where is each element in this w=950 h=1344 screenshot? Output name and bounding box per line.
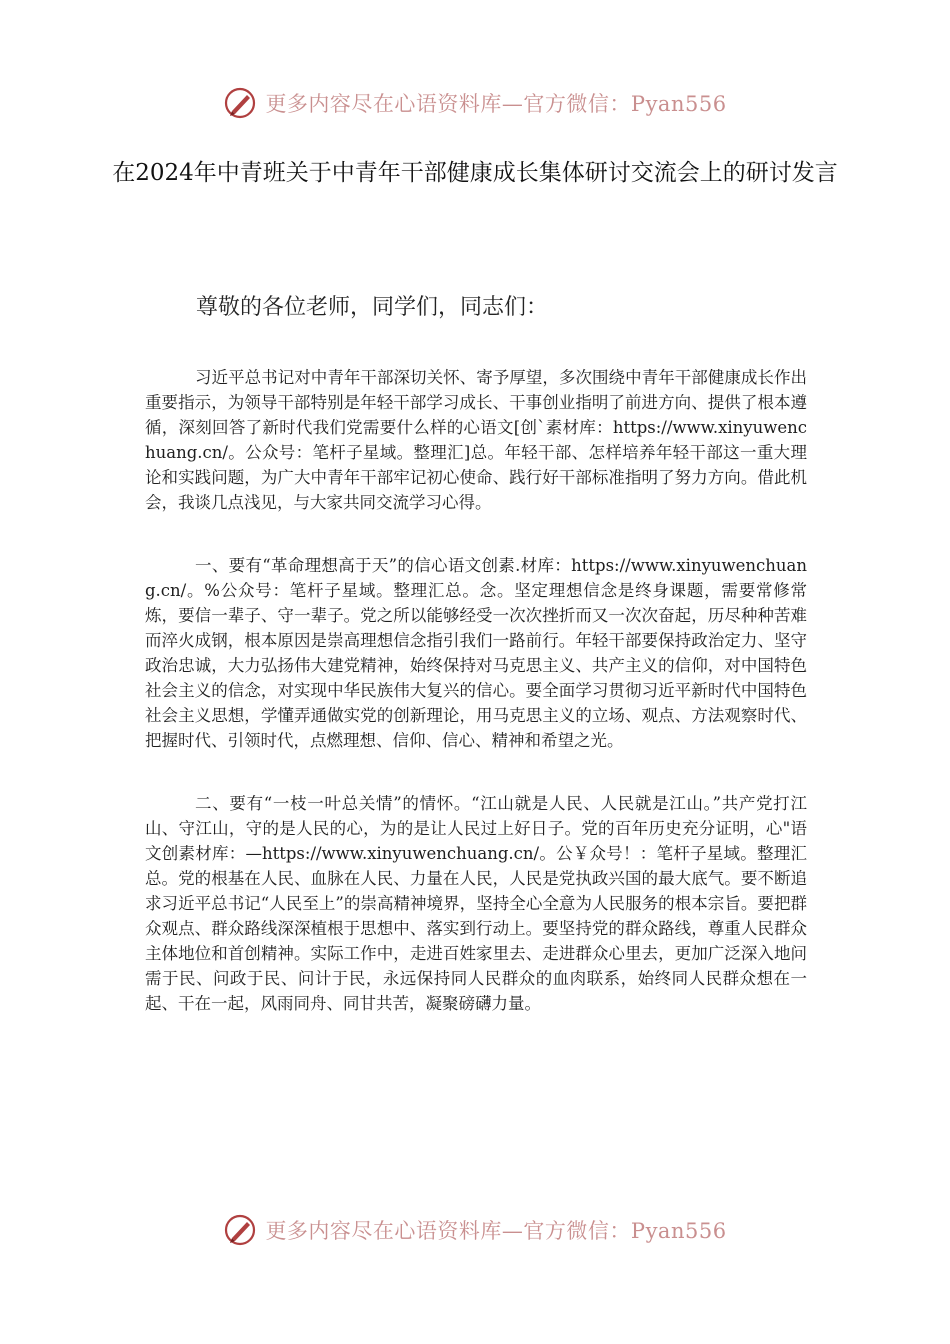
- greeting: 尊敬的各位老师，同学们，同志们：: [196, 295, 549, 320]
- paragraph-section-one: 一、要有“革命理想高于天”的信心语文创素.材库：https://www.xinyuwenchuang.cn/。%公众号：笔杆子星域。整理汇总。念。坚定理想信念是终身课题，需要常修常炼，要信一辈子、守一辈子。党之所以能够经受一次次挫折而又一次次奋起，历尽种种苦难而淬火成钢，根本原因是崇高理想信念指引我们一路前行。年轻干部要保持政治定力、坚守政治忠诚，大力弘扬伟大建党精神，始终保持对马克思主义、共产主义的信仰，对中国特色社会主义的信念，对实现中华民族伟大复兴的信心。要全面学习贯彻习近平新时代中国特色社会主义思想，学懂弄通做实党的创新理论，用马克思主义的立场、观点、方法观察时代、把握时代、引领时代，点燃理想、信仰、信心、精神和希望之光。: [145, 556, 807, 750]
- pen-logo-icon: [223, 1213, 257, 1247]
- page-title: 在2024年中青班关于中青年干部健康成长集体研讨交流会上的研讨发言: [112, 160, 838, 186]
- banner-text: 更多内容尽在心语资料库—官方微信：Pyan556: [265, 1219, 727, 1243]
- paragraph-section-two: 二、要有“一枝一叶总关情”的情怀。“江山就是人民、人民就是江山。”共产党打江山、守江山，守的是人民的心，为的是让人民过上好日子。党的百年历史充分证明，心"语文创素材库：—https://www.xinyuwenchuang.cn/。公￥众号！：笔杆子星域。整理汇总。党的根基在人民、血脉在人民、力量在人民，人民是党执政兴国的最大底气。要不断追求习近平总书记“人民至上”的崇高精神境界，坚持全心全意为人民服务的根本宗旨。要把群众观点、群众路线深深植根于思想中、落实到行动上。要坚持党的群众路线，尊重人民群众主体地位和首创精神。实际工作中，走进百姓家里去、走进群众心里去，更加广泛深入地问需于民、问政于民、问计于民，永远保持同人民群众的血肉联系，始终同人民群众想在一起、干在一起，风雨同舟、同甘共苦，凝聚磅礴力量。: [145, 794, 807, 1013]
- footer-banner: [0, 1210, 950, 1250]
- document-body: [145, 365, 807, 1054]
- banner-text: 更多内容尽在心语资料库—官方微信：Pyan556: [265, 92, 727, 116]
- header-banner: [0, 83, 950, 123]
- paragraph-intro: 习近平总书记对中青年干部深切关怀、寄予厚望，多次围绕中青年干部健康成长作出重要指示，为领导干部特别是年轻干部学习成长、干事创业指明了前进方向、提供了根本遵循，深刻回答了新时代我们党需要什么样的心语文[创`素材库：https://www.xinyuwenchuang.cn/。公众号：笔杆子星域。整理汇]总。年轻干部、怎样培养年轻干部这一重大理论和实践问题，为广大中青年干部牢记初心使命、践行好干部标准指明了努力方向。借此机会，我谈几点浅见，与大家共同交流学习心得。: [145, 368, 807, 512]
- pen-logo-icon: [223, 86, 257, 120]
